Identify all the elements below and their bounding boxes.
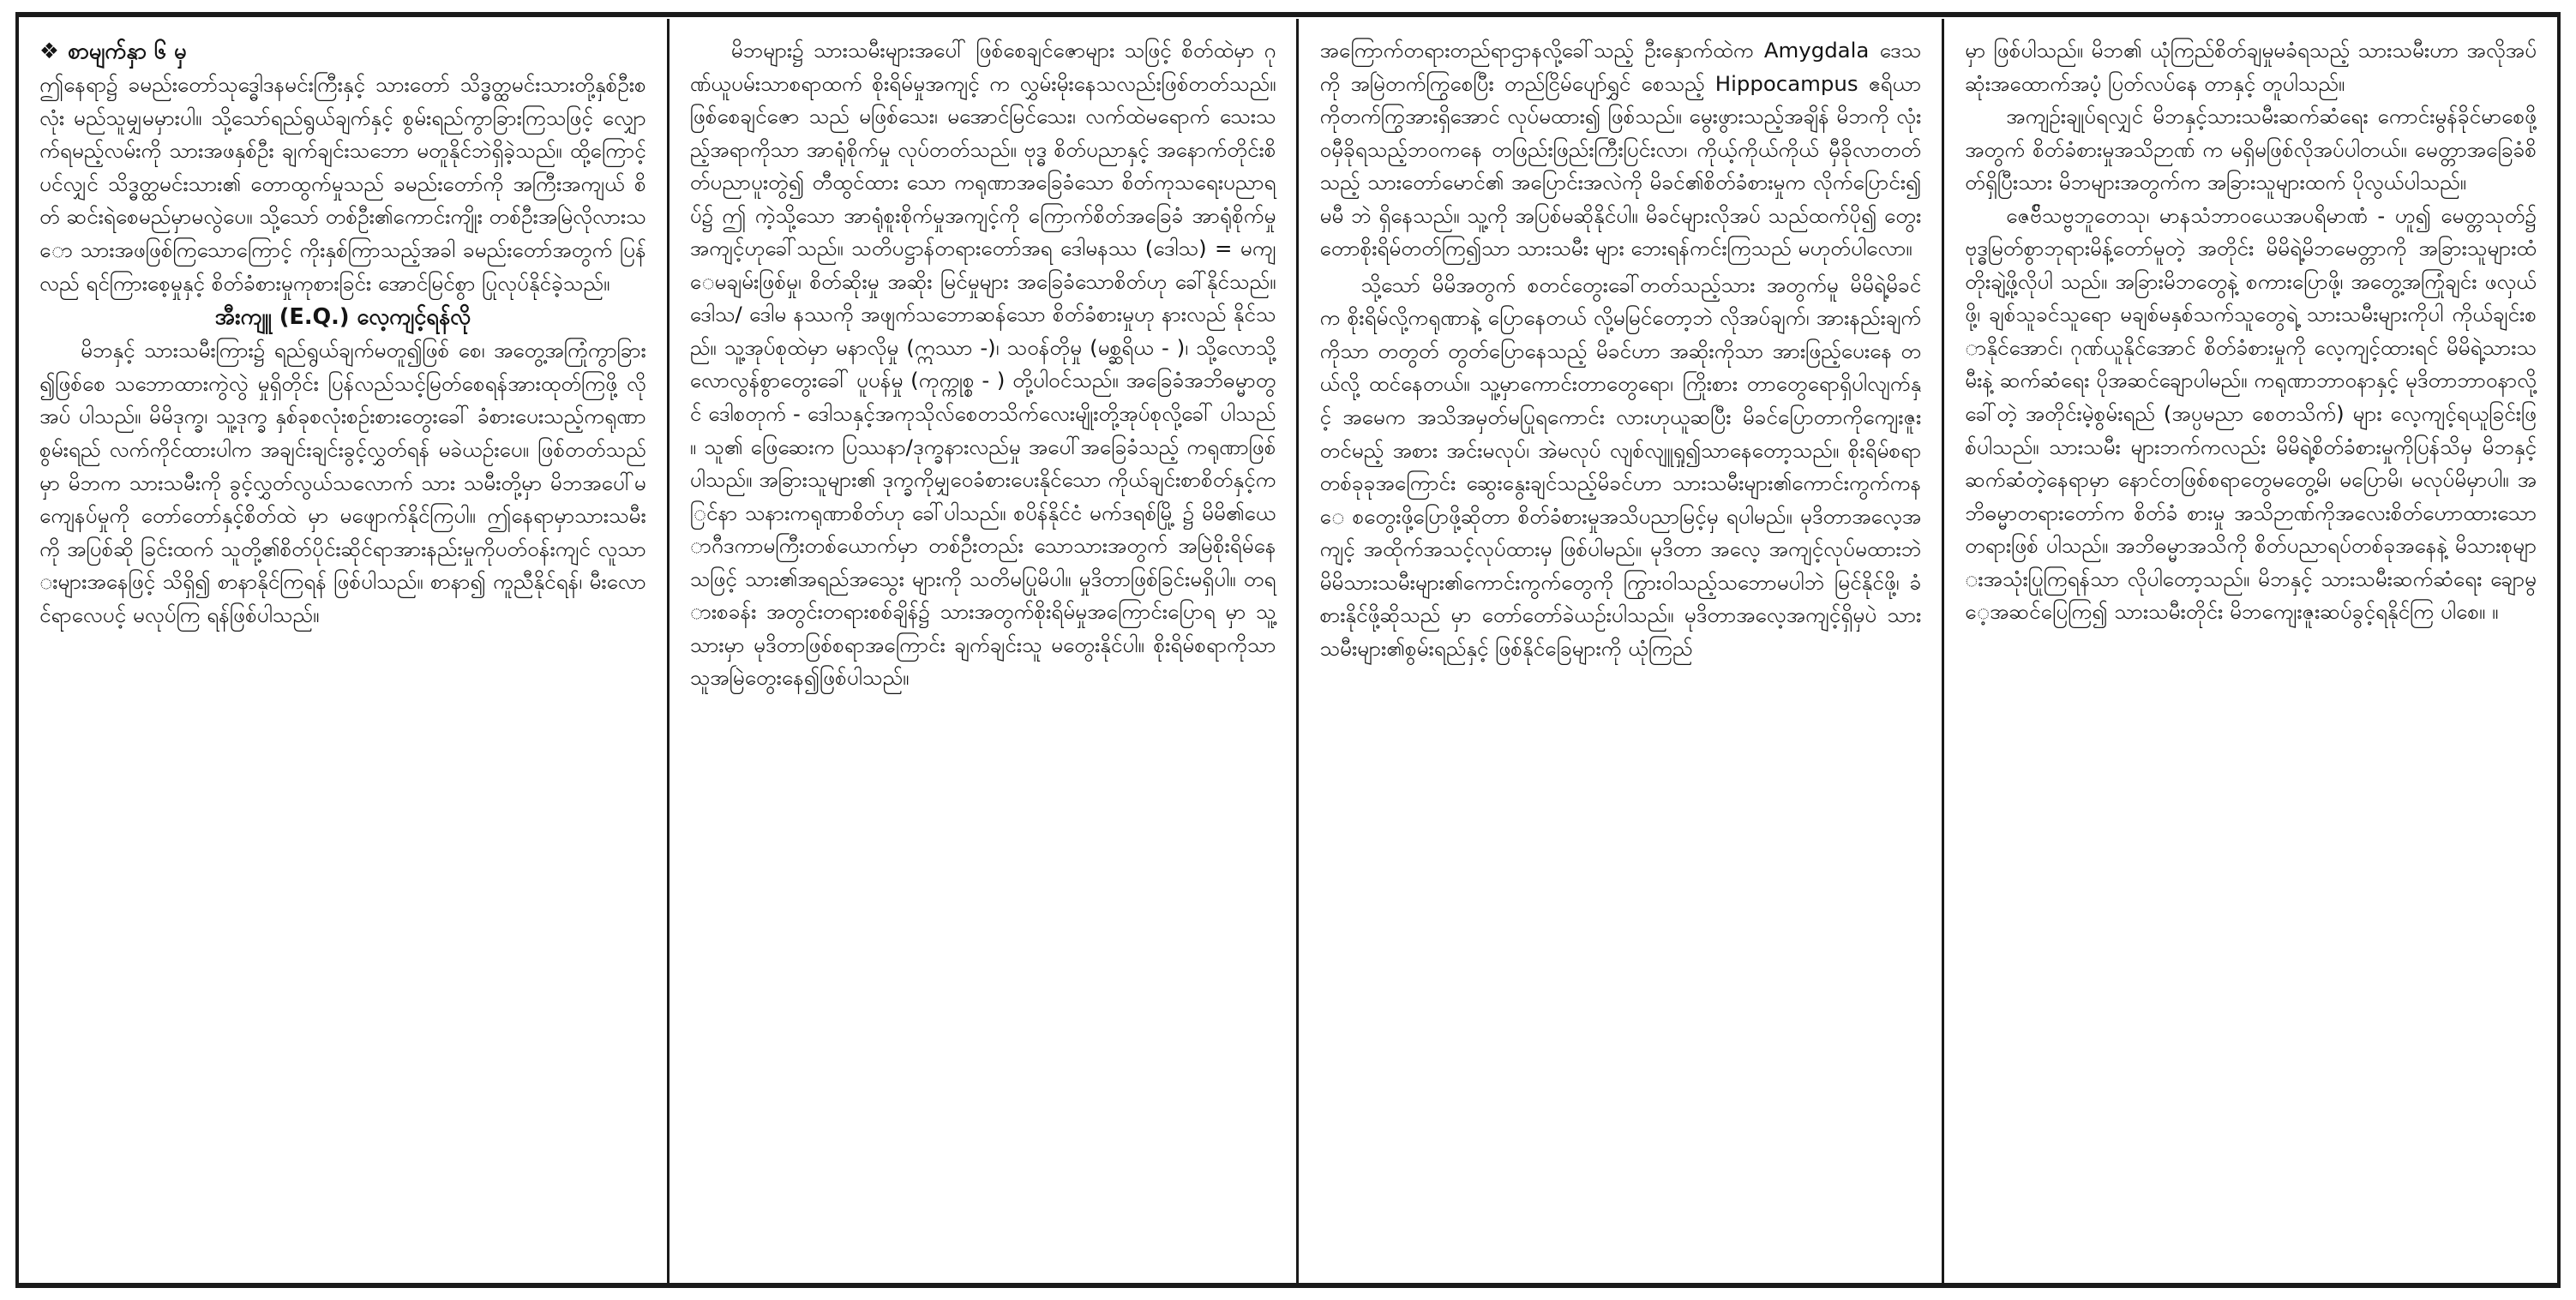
- paragraph: မိဘနှင့် သားသမီးကြား၌ ရည်ရွယ်ချက်မတူ၍ဖြစ် စေ၊ အတွေ့အကြုံကွာခြား၍ဖြစ်စေ သဘောထားကွဲလွဲ မှုရှိတိုင်း ပြန်လည်သင့်မြတ်စေရန်အားထုတ်ကြဖို့ လိုအပ် ပါသည်။ မိမိဒုက္ခ၊ သူ့ဒုက္ခ နှစ်ခုစလုံးစဉ်းစားတွေးခေါ် ခံစားပေးသည့်ကရုဏာစွမ်းရည် လက်ကိုင်ထားပါက အချင်းချင်းခွင့်လွှတ်ရန် မခဲယဉ်းပေ။ ဖြစ်တတ်သည်မှာ မိဘက သားသမီးကို ခွင့်လွှတ်လွယ်သလောက် သား သမီးတို့မှာ မိဘအပေါ်မကျေနပ်မှုကို တော်တော်နှင့်စိတ်ထဲ မှာ မဖျောက်နိုင်ကြပါ။ ဤနေရာမှာသားသမီးကို အပြစ်ဆို ခြင်းထက် သူတို့၏စိတ်ပိုင်းဆိုင်ရာအားနည်းမှုကိုပတ်ဝန်းကျင် လူသားများအနေဖြင့် သိရှိ၍ စာနာနိုင်ကြရန် ဖြစ်ပါသည်။ စာနာ၍ ကူညီနိုင်ရန်၊ မီးလောင်ရာလေပင့် မလုပ်ကြ ရန်ဖြစ်ပါသည်။: [39, 338, 646, 627]
- diamond-bullet-icon: ❖: [39, 39, 59, 64]
- paragraph: ဤနေရာ၌ ခမည်းတော်သုဒ္ဓေါဒနမင်းကြီးနှင့် သားတော် သိဒ္ဓတ္ထမင်းသားတို့နှစ်ဦးစလုံး မည်သူမျှမမှားပါ။ သို့သော်ရည်ရွယ်ချက်နှင့် စွမ်းရည်ကွာခြားကြသဖြင့် လျှောက်ရမည့်လမ်းကို သားအဖနှစ်ဦး ချက်ချင်းသဘော မတူနိုင်ဘဲရှိခဲ့သည်။ ထို့ကြောင့်ပင်လျှင် သိဒ္ဓတ္ထမင်းသား၏ တောထွက်မှုသည် ခမည်းတော်ကို အကြီးအကျယ် စိတ် ဆင်းရဲစေမည်မှာမလွဲပေ။ သို့သော် တစ်ဦး၏ကောင်းကျိုး တစ်ဦးအမြဲလိုလားသော သားအဖဖြစ်ကြသောကြောင့် ကိုးနှစ်ကြာသည့်အခါ ခမည်းတော်အတွက် ပြန်လည် ရင်ကြားစေ့မှုနှင့် စိတ်ခံစားမှုကုစားခြင်း အောင်မြင်စွာ ပြုလုပ်နိုင်ခဲ့သည်။: [39, 72, 646, 296]
- article-columns: [19, 19, 2557, 1283]
- column-4: [1944, 19, 2557, 1283]
- paragraph: မှာ ဖြစ်ပါသည်။ မိဘ၏ ယုံကြည်စိတ်ချမှုမခံရသည့် သားသမီးဟာ အလိုအပ်ဆုံးအထောက်အပံ့ ပြတ်လပ်နေ တာနှင့် တူပါသည်။: [1965, 38, 2537, 96]
- column-2: [670, 19, 1297, 1283]
- paragraph: အကြောက်တရားတည်ရာဌာနလို့ခေါ်သည့် ဦးနှောက်ထဲက Amygdala ဒေသကို အမြဲတက်ကြွစေပြီး တည်ငြိမ်ပျော်ရွှင် စေသည့် Hippocampus ဧရိယာကိုတက်ကြွအားရှိအောင် လုပ်မထား၍ ဖြစ်သည်။ မွေးဖွားသည့်အချိန် မိဘကို လုံးဝမှီခိုရသည့်ဘဝကနေ တဖြည်းဖြည်းကြီးပြင်းလာ၊ ကိုယ့်ကိုယ်ကိုယ် မှီခိုလာတတ်သည့် သားတော်မောင်၏ အပြောင်းအလဲကို မိခင်၏စိတ်ခံစားမှုက လိုက်ပြောင်း၍မမီ ဘဲ ရှိနေသည်။ သူ့ကို အပြစ်မဆိုနိုင်ပါ။ မိခင်များလိုအပ် သည်ထက်ပို၍ တွေးတောစိုးရိမ်တတ်ကြ၍သာ သားသမီး များ ဘေးရန်ကင်းကြသည် မဟုတ်ပါလော။: [1319, 38, 1922, 261]
- paragraph: သို့သော် မိမိအတွက် စတင်တွေးခေါ်တတ်သည့်သား အတွက်မူ မိမိရဲ့မိခင်က စိုးရိမ်လို့ကရုဏာနဲ့ ပြောနေတယ် လို့မမြင်တော့ဘဲ လိုအပ်ချက်၊ အားနည်းချက်ကိုသာ တတွတ် တွတ်ပြောနေသည့် မိခင်ဟာ အဆိုးကိုသာ အားဖြည့်ပေးနေ တယ်လို့ ထင်နေတယ်။ သူ့မှာကောင်းတာတွေရော၊ ကြိုးစား တာတွေရောရှိပါလျက်နှင့် အမေက အသိအမှတ်မပြုရကောင်း လားဟုယူဆပြီး မိခင်ပြောတာကိုကျေးဇူးတင်မည့် အစား အင်းမလုပ်၊ အဲမလုပ် လျစ်လျူရှု၍သာနေတော့သည်။ စိုးရိမ်စရာတစ်ခုခုအကြောင်း ဆွေးနွေးချင်သည့်မိခင်ဟာ သားသမီးများ၏ကောင်းကွက်ကနေ စတွေးဖို့ပြောဖို့ဆိုတာ စိတ်ခံစားမှုအသိပညာမြင့်မှ ရပါမည်။ မုဒိတာအလေ့အကျင့် အထိုက်အသင့်လုပ်ထားမှ ဖြစ်ပါမည်။ မုဒိတာ အလေ့ အကျင့်လုပ်မထားဘဲ မိမိသားသမီးများ၏ကောင်းကွက်တွေကို ကြွားဝါသည့်သဘောမပါဘဲ မြင်နိုင်ဖို့၊ ခံစားနိုင်ဖို့ဆိုသည် မှာ တော်တော်ခဲယဉ်းပါသည်။ မုဒိတာအလေ့အကျင့်ရှိမှပဲ သားသမီးများ၏စွမ်းရည်နှင့် ဖြစ်နိုင်ခြေများကို ယုံကြည်: [1319, 272, 1922, 661]
- column-3: [1299, 19, 1942, 1283]
- continuation-label: စာမျက်နှာ ၆ မှ: [67, 39, 187, 64]
- column-1: [19, 19, 667, 1283]
- paragraph: ဇေဗ်ိသဗ္ဗဘူတေသု၊ မာနသံဘာဝယေအပရိမာဏံ - ဟူ၍ မေတ္တသုတ်၌ ဗုဒ္ဓမြတ်စွာဘုရားမိန့်တော်မူတဲ့ အတိုင်း မိမိရဲ့မိဘမေတ္တာကို အခြားသူများထံ တိုးချဲ့ဖို့လိုပါ သည်။ အခြားမိဘတွေနဲ့ စကားပြောဖို့၊ အတွေ့အကြုံချင်း ဖလှယ်ဖို့၊ ချစ်သူခင်သူရော မချစ်မနှစ်သက်သူတွေရဲ့ သားသမီးများကိုပါ ကိုယ်ချင်းစာနိုင်အောင်၊ ဂုဏ်ယူနိုင်အောင် စိတ်ခံစားမှုကို လေ့ကျင့်ထားရင် မိမိရဲ့သားသမီးနဲ့ ဆက်ဆံရေး ပိုအဆင်ချောပါမည်။ ကရုဏာဘာဝနာနှင့် မုဒိတာဘာဝနာလို့ခေါ်တဲ့ အတိုင်းမဲ့စွမ်းရည် (အပ္ပမညာ စေတသိက်) များ လေ့ကျင့်ရယူခြင်းဖြစ်ပါသည်။ သားသမီး များဘက်ကလည်း မိမိရဲ့စိတ်ခံစားမှုကိုပြန်သိမှ မိဘနှင့် ဆက်ဆံတဲ့နေရာမှာ နောင်တဖြစ်စရာတွေမတွေ့မိ၊ မပြောမိ၊ မလုပ်မိမှာပါ။ အဘိဓမ္မာတရားတော်က စိတ်ခံ စားမှု အသိဉာဏ်ကိုအလေးစိတ်ဟောထားသောတရားဖြစ် ပါသည်။ အဘိဓမ္မာအသိကို စိတ်ပညာရပ်တစ်ခုအနေနဲ့ မိသားစုများအသုံးပြုကြရန်သာ လိုပါတော့သည်။ မိဘနှင့် သားသမီးဆက်ဆံရေး ချောမွေ့အဆင်ပြေကြ၍ သားသမီးတိုင်း မိဘကျေးဇူးဆပ်ခွင့်ရနိုင်ကြ ပါစေ။ ။: [1965, 202, 2537, 625]
- paragraph: မိဘများ၌ သားသမီးများအပေါ် ဖြစ်စေချင်ဇောများ သဖြင့် စိတ်ထဲမှာ ဂုဏ်ယူပမ်းသာစရာထက် စိုးရိမ်မှုအကျင့် က လွှမ်းမိုးနေသလည်းဖြစ်တတ်သည်။ ဖြစ်စေချင်ဇော သည် မဖြစ်သေး၊ မအောင်မြင်သေး၊ လက်ထဲမရောက် သေးသည့်အရာကိုသာ အာရုံစိုက်မှု လုပ်တတ်သည်။ ဗုဒ္ဓ စိတ်ပညာနှင့် အနောက်တိုင်းစိတ်ပညာပူးတွဲ၍ တီထွင်ထား သော ကရုဏာအခြေခံသော စိတ်ကုသရေးပညာရပ်၌ ဤ ကဲ့သို့သော အာရုံစူးစိုက်မှုအကျင့်ကို ကြောက်စိတ်အခြေခံ အာရုံစိုက်မှုအကျင့်ဟုခေါ်သည်။ သတိပဋ္ဌာန်တရားတော်အရ ဒေါမနဿ (ဒေါသ) = မကျေမချမ်းဖြစ်မှု၊ စိတ်ဆိုးမှု အဆိုး မြင်မှုများ အခြေခံသောစိတ်ဟု ခေါ်နိုင်သည်။ ဒေါသ/ ဒေါမ နဿကို အဖျက်သဘောဆန်သော စိတ်ခံစားမှုဟု နားလည် နိုင်သည်။ သူ့အုပ်စုထဲမှာ မနာလိုမှု (ဣဿာ -)၊ သဝန်တိုမှု (မစ္ဆရိယ - )၊ သို့လောသို့လောလွန်စွာတွေးခေါ် ပူပန်မှု (ကုက္ကုစ္စ - ) တို့ပါဝင်သည်။ အခြေခံအဘိဓမ္မာတွင် ဒေါစတုက် - ဒေါသနှင့်အကုသိုလ်စေတသိက်လေးမျိုးတို့အုပ်စုလို့ခေါ် ပါသည်။ သူ၏ ဖြေဆေးက ပြဿနာ/ဒုက္ခနားလည်မှု အပေါ်အခြေခံသည့် ကရုဏာဖြစ်ပါသည်။ အခြားသူများ၏ ဒုက္ခကိုမျှဝေခံစားပေးနိုင်သော ကိုယ်ချင်းစာစိတ်နှင့်ကြင်နာ သနားကရုဏာစိတ်ဟု ခေါ်ပါသည်။ စပိန်နိုင်ငံ မက်ဒရစ်မြို့ ၌ မိမိ၏ယောဂီဒကာမကြီးတစ်ယောက်မှာ တစ်ဦးတည်း သောသားအတွက် အမြဲစိုးရိမ်နေသဖြင့် သား၏အရည်အသွေး များကို သတိမပြုမိပါ။ မှုဒိတာဖြစ်ခြင်းမရှိပါ။ တရားစခန်း အတွင်းတရားစစ်ချိန်၌ သားအတွက်စိုးရိမ်မှုအကြောင်းပြောရ မှာ သူ့သားမှာ မုဒိတာဖြစ်စရာအကြောင်း ချက်ချင်းသူ မတွေးနိုင်ပါ။ စိုးရိမ်စရာကိုသာသူအမြဲတွေးနေ၍ဖြစ်ပါသည်။: [689, 38, 1276, 691]
- paragraph: အကျဉ်းချုပ်ရလျှင် မိဘနှင့်သားသမီးဆက်ဆံရေး ကောင်းမွန်ခိုင်မာစေဖို့အတွက် စိတ်ခံစားမှုအသိဉာဏ် က မရှိမဖြစ်လိုအပ်ပါတယ်။ မေတ္တာအခြေခံစိတ်ရှိပြီးသား မိဘများအတွက်က အခြားသူများထက် ပိုလွယ်ပါသည်။: [1965, 104, 2537, 195]
- continuation-header: [39, 34, 646, 69]
- section-heading: အီးကျူ (E.Q.) လေ့ကျင့်ရန်လို: [214, 304, 471, 331]
